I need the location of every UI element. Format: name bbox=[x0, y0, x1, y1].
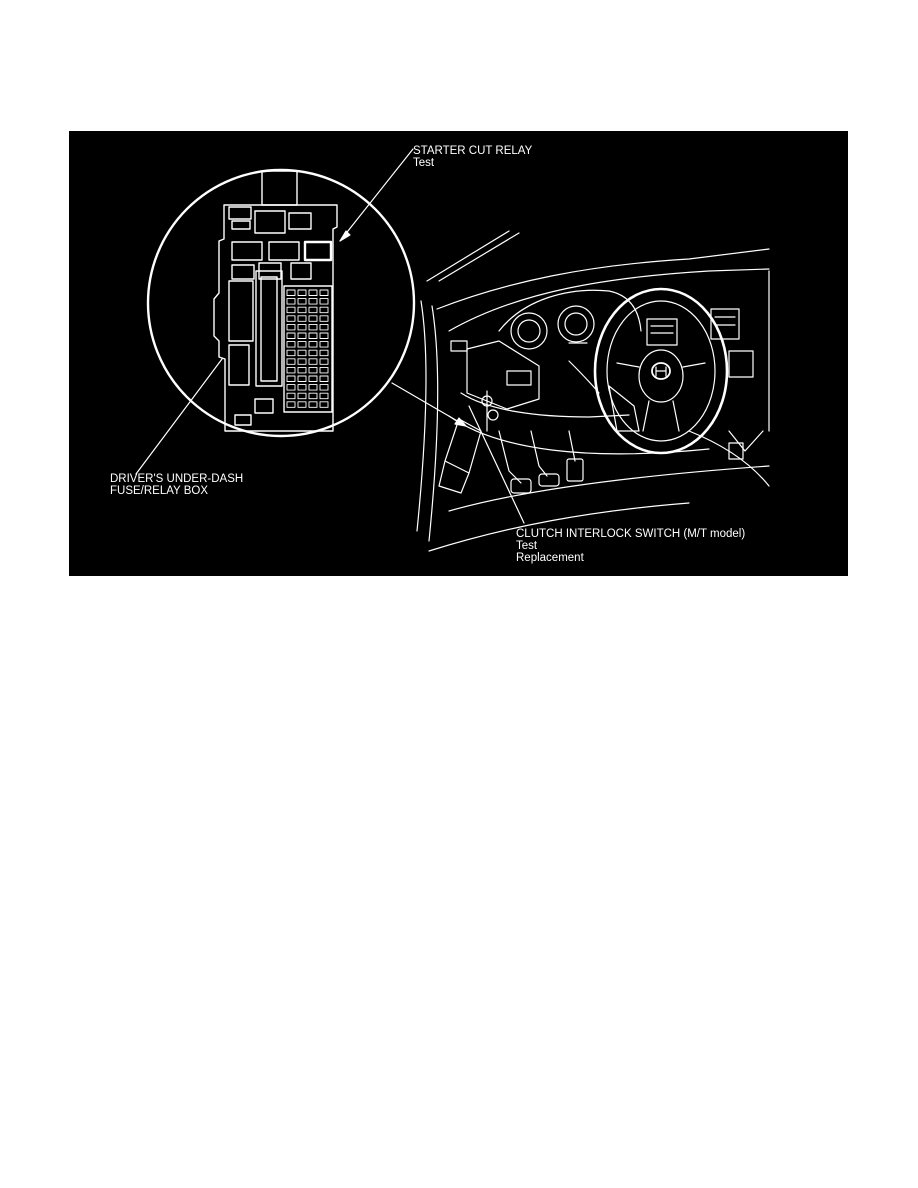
fuse-slot bbox=[309, 359, 317, 365]
fuse-slot bbox=[287, 359, 295, 365]
clutch-interlock-switch-label: CLUTCH INTERLOCK SWITCH (M/T model) bbox=[516, 528, 746, 540]
fuse-slot bbox=[309, 316, 317, 322]
fuse-slot bbox=[309, 307, 317, 313]
fuse-slot bbox=[320, 402, 328, 408]
fuse-slot bbox=[298, 367, 306, 373]
fuse-slot bbox=[298, 290, 306, 296]
starter-cut-relay-row bbox=[232, 242, 331, 260]
fuse-slot bbox=[320, 350, 328, 356]
fuse-slot bbox=[320, 376, 328, 382]
magnifier-inset bbox=[148, 170, 414, 436]
fuse-slot bbox=[298, 342, 306, 348]
fuse-slot bbox=[309, 393, 317, 399]
fuse-relay-box-callout bbox=[110, 473, 243, 497]
fuse-slot bbox=[320, 299, 328, 305]
fuse-slot bbox=[287, 316, 295, 322]
clutch-interlock-switch-callout bbox=[516, 528, 745, 564]
fuse-slot bbox=[298, 350, 306, 356]
dashboard-diagram bbox=[69, 131, 848, 576]
fuse-relay-box-label-line2: FUSE/RELAY BOX bbox=[110, 485, 208, 497]
fuse-slot bbox=[320, 393, 328, 399]
fuse-grid bbox=[287, 290, 328, 407]
fuse-slot bbox=[287, 290, 295, 296]
fuse-slot bbox=[320, 359, 328, 365]
fuse-slot bbox=[320, 307, 328, 313]
fuse-slot bbox=[309, 342, 317, 348]
fuse-slot bbox=[287, 376, 295, 382]
fuse-slot bbox=[320, 385, 328, 391]
fuse-slot bbox=[309, 385, 317, 391]
clutch-interlock-switch-test-link[interactable]: Test bbox=[516, 540, 538, 552]
fuse-relay-box-drawing bbox=[214, 171, 337, 431]
fuse-slot bbox=[309, 324, 317, 330]
fuse-relay-box-label-line1: DRIVER'S UNDER-DASH bbox=[110, 473, 244, 485]
fuse-slot bbox=[309, 299, 317, 305]
fuse-slot bbox=[298, 307, 306, 313]
dashboard-scene bbox=[417, 231, 769, 551]
fuse-slot bbox=[287, 402, 295, 408]
fuse-slot bbox=[298, 324, 306, 330]
fuse-slot bbox=[287, 385, 295, 391]
fuse-slot bbox=[320, 367, 328, 373]
fuse-slot bbox=[309, 402, 317, 408]
fuse-slot bbox=[320, 342, 328, 348]
fuse-slot bbox=[298, 333, 306, 339]
fuse-slot bbox=[320, 316, 328, 322]
fuse-slot bbox=[287, 333, 295, 339]
fuse-slot bbox=[309, 350, 317, 356]
fuse-slot bbox=[309, 333, 317, 339]
clutch-interlock-switch-replacement-link[interactable]: Replacement bbox=[516, 552, 584, 564]
fuse-slot bbox=[287, 299, 295, 305]
fuse-slot bbox=[298, 376, 306, 382]
diagram-drawing bbox=[69, 131, 848, 576]
fuse-slot bbox=[287, 307, 295, 313]
fuse-slot bbox=[298, 316, 306, 322]
fuse-slot bbox=[309, 367, 317, 373]
fuse-slot bbox=[287, 350, 295, 356]
fuse-slot bbox=[298, 359, 306, 365]
starter-cut-relay-test-link[interactable]: Test bbox=[413, 157, 435, 169]
fuse-slot bbox=[287, 393, 295, 399]
fuse-slot bbox=[320, 333, 328, 339]
fuse-slot bbox=[298, 299, 306, 305]
fuse-slot bbox=[320, 290, 328, 296]
fuse-slot bbox=[287, 324, 295, 330]
fuse-slot bbox=[287, 342, 295, 348]
fuse-slot bbox=[298, 385, 306, 391]
fuse-slot bbox=[309, 290, 317, 296]
fuse-slot bbox=[287, 367, 295, 373]
fuse-slot bbox=[298, 393, 306, 399]
starter-cut-relay-label: STARTER CUT RELAY bbox=[413, 145, 533, 157]
fuse-slot bbox=[298, 402, 306, 408]
fuse-slot bbox=[309, 376, 317, 382]
starter-cut-relay-callout bbox=[413, 145, 532, 169]
fuse-slot bbox=[320, 324, 328, 330]
